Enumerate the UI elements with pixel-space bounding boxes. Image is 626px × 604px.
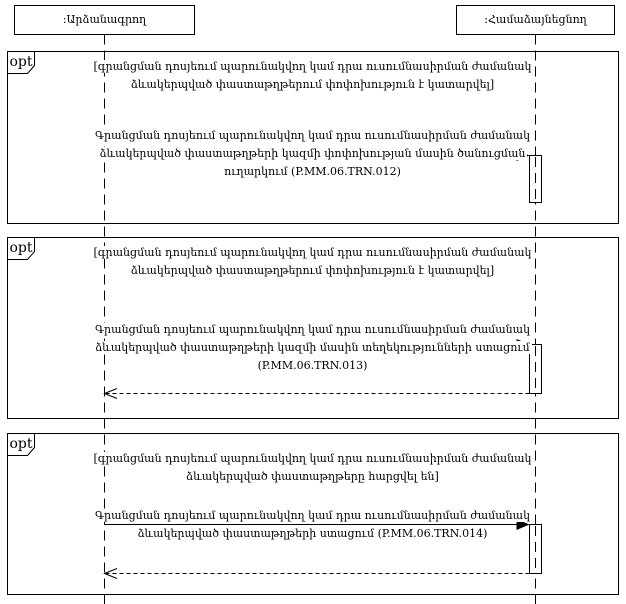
message-text-1	[85, 127, 540, 181]
message-1-line-1: Գրանցման դոսյեում պարունակվող կամ դրա ուսումնասիրման ժամանակ	[94, 129, 531, 142]
guard-2-line-1: [գրանցման դոսյեում պարունակվող կամ դրա ուսումնասիրման ժամանակ	[93, 246, 532, 259]
guard-1-line-2: ձևակերպված փաստաթղթերում փոփոխություն է կատարվել]	[130, 78, 495, 91]
message-2-line-3: (P.MM.06.TRN.013)	[257, 359, 368, 372]
message-1-line-3: ուղարկում (P.MM.06.TRN.012)	[224, 165, 401, 178]
actor-label-approver: :Համաձայնեցնող	[484, 13, 587, 26]
opt-operator-3: opt	[9, 436, 33, 452]
opt-operator-2: opt	[9, 240, 33, 256]
actor-label-recorder: :Արձանագրող	[62, 13, 147, 26]
message-text-2	[85, 321, 540, 375]
message-2-line-1: Գրանցման դոսյեում պարունակվող կամ դրա ուսումնասիրման ժամանակ	[94, 323, 531, 336]
guard-1-line-1: [գրանցման դոսյեում պարունակվող կամ դրա ուսումնասիրման ժամանակ	[93, 60, 532, 73]
guard-text-1	[85, 58, 540, 94]
message-2-line-2: ձևակերպված փաստաթղթերի կազմի մասին տեղեկությունների ստացում	[95, 341, 530, 354]
guard-3-line-2: ձևակերպված փաստաթղթերը հարցվել են]	[186, 470, 439, 483]
message-text-3	[85, 507, 540, 543]
guard-text-2	[85, 244, 540, 280]
message-3-line-1: Գրանցման դոսյեում պարունակվող կամ դրա ուսումնասիրման ժամանակ	[94, 509, 531, 522]
guard-2-line-2: ձևակերպված փաստաթղթերում փոփոխություն է կատարվել]	[130, 264, 495, 277]
opt-operator-1: opt	[9, 54, 33, 70]
guard-text-3	[85, 450, 540, 486]
message-3-line-2: ձևակերպված փաստաթղթերի ստացում (P.MM.06.TRN.014)	[137, 527, 488, 540]
message-1-line-2: ձևակերպված փաստաթղթերի կազմի փոփոխության մասին ծանուցման	[99, 147, 526, 160]
guard-3-line-1: [գրանցման դոսյեում պարունակվող կամ դրա ուսումնասիրման ժամանակ	[93, 452, 532, 465]
